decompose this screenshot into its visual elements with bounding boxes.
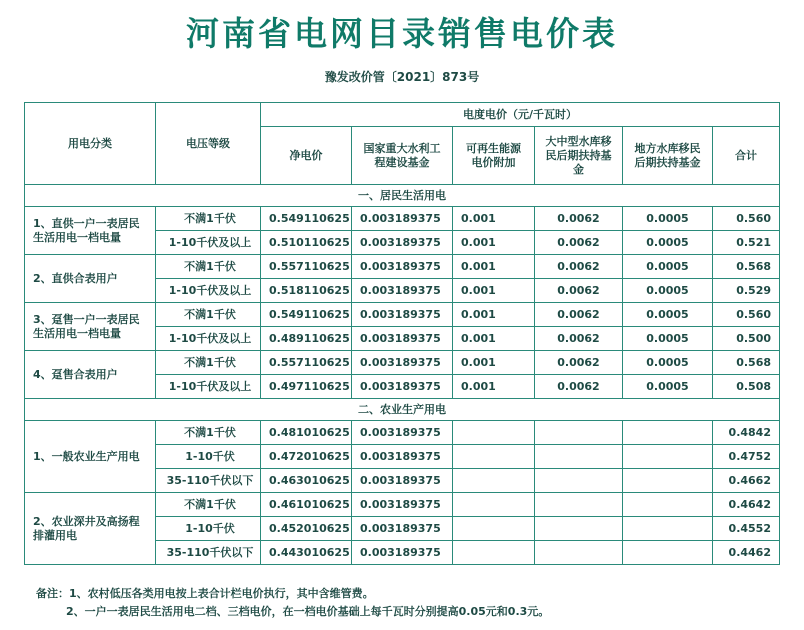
large-reservoir-cell bbox=[535, 421, 623, 445]
table-row bbox=[25, 351, 780, 375]
header-local-reservoir: 地方水库移民后期扶持基金 bbox=[623, 127, 713, 185]
total-cell: 0.4842 bbox=[713, 421, 780, 445]
header-price-group: 电度电价（元/千瓦时） bbox=[261, 103, 780, 127]
local-reservoir-cell: 0.0005 bbox=[623, 255, 713, 279]
renewable-cell: 0.001 bbox=[453, 279, 535, 303]
total-cell: 0.568 bbox=[713, 255, 780, 279]
voltage-cell: 1-10千伏及以上 bbox=[156, 231, 261, 255]
note-text-1: 1、农村低压各类用电按上表合计栏电价执行，其中含维管费。 bbox=[69, 587, 374, 600]
voltage-cell: 1-10千伏 bbox=[156, 517, 261, 541]
net-price-cell: 0.452010625 bbox=[261, 517, 352, 541]
table-row bbox=[25, 207, 780, 231]
document-number: 豫发改价管〔2021〕873号 bbox=[324, 70, 480, 84]
water-fund-cell: 0.003189375 bbox=[352, 351, 453, 375]
renewable-cell bbox=[453, 421, 535, 445]
total-cell: 0.508 bbox=[713, 375, 780, 399]
local-reservoir-cell bbox=[623, 445, 713, 469]
net-price-cell: 0.510110625 bbox=[261, 231, 352, 255]
header-voltage: 电压等级 bbox=[156, 103, 261, 185]
header-water-fund: 国家重大水利工程建设基金 bbox=[352, 127, 453, 185]
category-cell: 2、直供合表用户 bbox=[25, 255, 156, 303]
category-cell: 4、趸售合表用户 bbox=[25, 351, 156, 399]
net-price-cell: 0.472010625 bbox=[261, 445, 352, 469]
renewable-cell: 0.001 bbox=[453, 207, 535, 231]
renewable-cell: 0.001 bbox=[453, 327, 535, 351]
large-reservoir-cell: 0.0062 bbox=[535, 255, 623, 279]
voltage-cell: 1-10千伏及以上 bbox=[156, 327, 261, 351]
total-cell: 0.4462 bbox=[713, 541, 780, 565]
renewable-cell bbox=[453, 445, 535, 469]
water-fund-cell: 0.003189375 bbox=[352, 279, 453, 303]
voltage-cell: 1-10千伏及以上 bbox=[156, 375, 261, 399]
voltage-cell: 35-110千伏以下 bbox=[156, 541, 261, 565]
large-reservoir-cell bbox=[535, 469, 623, 493]
section-row bbox=[25, 399, 780, 421]
large-reservoir-cell: 0.0062 bbox=[535, 231, 623, 255]
note-line-2: 2、一户一表居民生活用电二档、三档电价，在一档电价基础上每千瓦时分别提高0.05元和0.3元。 bbox=[66, 605, 550, 618]
local-reservoir-cell: 0.0005 bbox=[623, 207, 713, 231]
net-price-cell: 0.443010625 bbox=[261, 541, 352, 565]
local-reservoir-cell bbox=[623, 469, 713, 493]
large-reservoir-cell: 0.0062 bbox=[535, 207, 623, 231]
total-cell: 0.4552 bbox=[713, 517, 780, 541]
total-cell: 0.560 bbox=[713, 207, 780, 231]
net-price-cell: 0.461010625 bbox=[261, 493, 352, 517]
net-price-cell: 0.557110625 bbox=[261, 255, 352, 279]
water-fund-cell: 0.003189375 bbox=[352, 421, 453, 445]
header-net-price: 净电价 bbox=[261, 127, 352, 185]
large-reservoir-cell: 0.0062 bbox=[535, 351, 623, 375]
local-reservoir-cell: 0.0005 bbox=[623, 303, 713, 327]
category-cell: 1、直供一户一表居民生活用电一档电量 bbox=[25, 207, 156, 255]
large-reservoir-cell bbox=[535, 493, 623, 517]
water-fund-cell: 0.003189375 bbox=[352, 493, 453, 517]
voltage-cell: 1-10千伏 bbox=[156, 445, 261, 469]
total-cell: 0.568 bbox=[713, 351, 780, 375]
renewable-cell bbox=[453, 469, 535, 493]
notes bbox=[36, 585, 796, 621]
large-reservoir-cell bbox=[535, 445, 623, 469]
voltage-cell: 不满1千伏 bbox=[156, 421, 261, 445]
water-fund-cell: 0.003189375 bbox=[352, 303, 453, 327]
net-price-cell: 0.549110625 bbox=[261, 303, 352, 327]
renewable-cell: 0.001 bbox=[453, 375, 535, 399]
note-line-1 bbox=[36, 585, 796, 603]
category-cell: 3、趸售一户一表居民生活用电一档电量 bbox=[25, 303, 156, 351]
large-reservoir-cell bbox=[535, 541, 623, 565]
local-reservoir-cell bbox=[623, 493, 713, 517]
water-fund-cell: 0.003189375 bbox=[352, 207, 453, 231]
local-reservoir-cell bbox=[623, 541, 713, 565]
local-reservoir-cell: 0.0005 bbox=[623, 231, 713, 255]
net-price-cell: 0.489110625 bbox=[261, 327, 352, 351]
voltage-cell: 不满1千伏 bbox=[156, 351, 261, 375]
voltage-cell: 1-10千伏及以上 bbox=[156, 279, 261, 303]
table-row bbox=[25, 255, 780, 279]
total-cell: 0.4642 bbox=[713, 493, 780, 517]
table-row bbox=[25, 493, 780, 517]
local-reservoir-cell: 0.0005 bbox=[623, 327, 713, 351]
large-reservoir-cell: 0.0062 bbox=[535, 303, 623, 327]
large-reservoir-cell: 0.0062 bbox=[535, 375, 623, 399]
net-price-cell: 0.557110625 bbox=[261, 351, 352, 375]
net-price-cell: 0.463010625 bbox=[261, 469, 352, 493]
local-reservoir-cell bbox=[623, 517, 713, 541]
header-large-reservoir: 大中型水库移民后期扶持基金 bbox=[535, 127, 623, 185]
water-fund-cell: 0.003189375 bbox=[352, 469, 453, 493]
total-cell: 0.500 bbox=[713, 327, 780, 351]
section-title: 一、居民生活用电 bbox=[25, 185, 780, 207]
price-table bbox=[24, 102, 780, 565]
large-reservoir-cell: 0.0062 bbox=[535, 327, 623, 351]
water-fund-cell: 0.003189375 bbox=[352, 541, 453, 565]
header-total: 合计 bbox=[713, 127, 780, 185]
total-cell: 0.4752 bbox=[713, 445, 780, 469]
voltage-cell: 不满1千伏 bbox=[156, 303, 261, 327]
renewable-cell bbox=[453, 541, 535, 565]
large-reservoir-cell: 0.0062 bbox=[535, 279, 623, 303]
total-cell: 0.4662 bbox=[713, 469, 780, 493]
voltage-cell: 不满1千伏 bbox=[156, 493, 261, 517]
table-row bbox=[25, 421, 780, 445]
water-fund-cell: 0.003189375 bbox=[352, 517, 453, 541]
net-price-cell: 0.481010625 bbox=[261, 421, 352, 445]
renewable-cell: 0.001 bbox=[453, 303, 535, 327]
water-fund-cell: 0.003189375 bbox=[352, 375, 453, 399]
header-category: 用电分类 bbox=[25, 103, 156, 185]
renewable-cell: 0.001 bbox=[453, 351, 535, 375]
total-cell: 0.560 bbox=[713, 303, 780, 327]
category-cell: 2、农业深井及高扬程排灌用电 bbox=[25, 493, 156, 565]
voltage-cell: 不满1千伏 bbox=[156, 207, 261, 231]
local-reservoir-cell bbox=[623, 421, 713, 445]
table-row bbox=[25, 303, 780, 327]
local-reservoir-cell: 0.0005 bbox=[623, 375, 713, 399]
large-reservoir-cell bbox=[535, 517, 623, 541]
price-table-body bbox=[25, 185, 780, 565]
voltage-cell: 不满1千伏 bbox=[156, 255, 261, 279]
water-fund-cell: 0.003189375 bbox=[352, 255, 453, 279]
renewable-cell: 0.001 bbox=[453, 255, 535, 279]
notes-label: 备注： bbox=[36, 587, 69, 600]
water-fund-cell: 0.003189375 bbox=[352, 445, 453, 469]
water-fund-cell: 0.003189375 bbox=[352, 327, 453, 351]
header-renewable: 可再生能源电价附加 bbox=[453, 127, 535, 185]
renewable-cell: 0.001 bbox=[453, 231, 535, 255]
total-cell: 0.529 bbox=[713, 279, 780, 303]
section-title: 二、农业生产用电 bbox=[25, 399, 780, 421]
section-row bbox=[25, 185, 780, 207]
net-price-cell: 0.497110625 bbox=[261, 375, 352, 399]
local-reservoir-cell: 0.0005 bbox=[623, 279, 713, 303]
net-price-cell: 0.518110625 bbox=[261, 279, 352, 303]
total-cell: 0.521 bbox=[713, 231, 780, 255]
local-reservoir-cell: 0.0005 bbox=[623, 351, 713, 375]
category-cell: 1、一般农业生产用电 bbox=[25, 421, 156, 493]
renewable-cell bbox=[453, 517, 535, 541]
net-price-cell: 0.549110625 bbox=[261, 207, 352, 231]
page-title: 河南省电网目录销售电价表 bbox=[186, 14, 618, 53]
voltage-cell: 35-110千伏以下 bbox=[156, 469, 261, 493]
renewable-cell bbox=[453, 493, 535, 517]
water-fund-cell: 0.003189375 bbox=[352, 231, 453, 255]
